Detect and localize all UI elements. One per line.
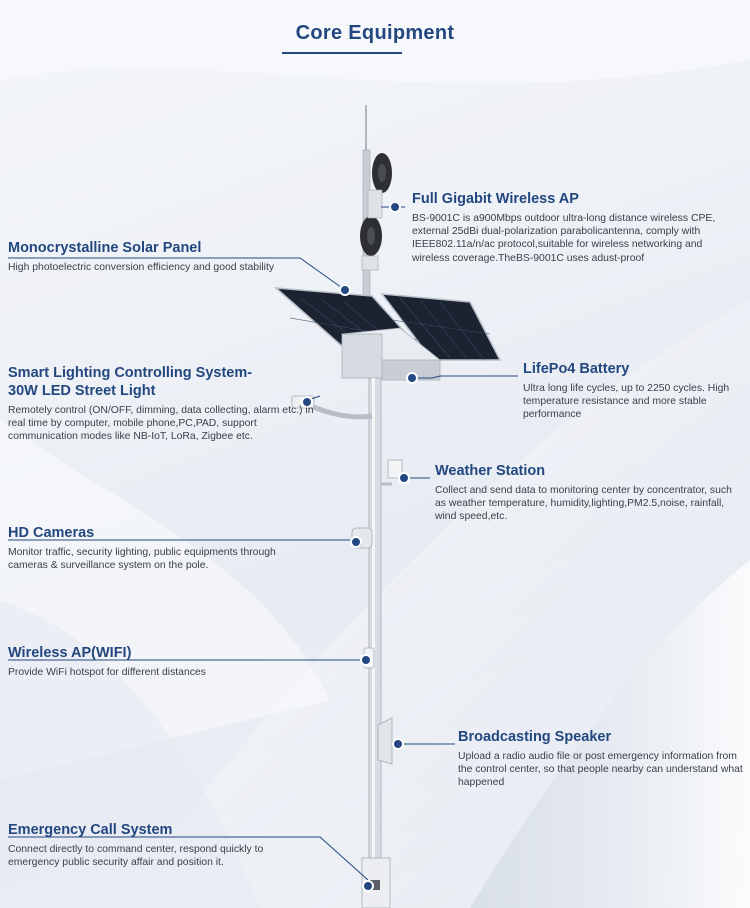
dot-call bbox=[363, 881, 373, 891]
feature-title: Wireless AP(WIFI) bbox=[8, 645, 132, 661]
feature-wireless-ap bbox=[412, 190, 742, 265]
dot-battery bbox=[407, 373, 417, 383]
page-title: Core Equipment bbox=[295, 22, 455, 44]
feature-description: Connect directly to command center, respond quickly to emergency public security affair and position it. bbox=[8, 844, 264, 869]
feature-description: Ultra long life cycles, up to 2250 cycles. High temperature resistance and more stable performance bbox=[523, 383, 730, 421]
speaker-unit bbox=[378, 718, 392, 764]
dot-ap bbox=[390, 202, 400, 212]
feature-battery bbox=[523, 360, 743, 422]
feature-description: BS-9001C is a900Mbps outdoor ultra-long distance wireless CPE, external 25dBi dual-polarization parabolicantenna, comply with IEEE802.11a/n/ac protocol,suitable for wireless networking and wireless coverage.TheBS-9001C uses adust-proof bbox=[412, 213, 716, 264]
feature-description: Collect and send data to monitoring center by concentrator, such as weather temperature, humidity,lighting,PM2.5,noise, rainfall, wind speed,etc. bbox=[435, 485, 732, 523]
feature-title-line1: Smart Lighting Controlling System- bbox=[8, 365, 253, 381]
feature-emergency-call bbox=[8, 821, 308, 869]
feature-title: LifePo4 Battery bbox=[523, 361, 630, 377]
feature-title: Monocrystalline Solar Panel bbox=[8, 240, 202, 256]
feature-wireless-ap-wifi bbox=[8, 644, 308, 679]
feature-hd-cameras bbox=[8, 524, 308, 572]
feature-description: Provide WiFi hotspot for different distances bbox=[8, 667, 206, 678]
dot-solar bbox=[340, 285, 350, 295]
feature-broadcasting-speaker bbox=[458, 728, 743, 790]
feature-title: Emergency Call System bbox=[8, 822, 173, 838]
feature-title: HD Cameras bbox=[8, 525, 95, 541]
dot-wifi bbox=[361, 655, 371, 665]
feature-description: Monitor traffic, security lighting, public equipments through cameras & surveillance system on the pole. bbox=[8, 547, 276, 572]
feature-title: Weather Station bbox=[435, 463, 546, 479]
title-underline bbox=[282, 52, 402, 54]
feature-weather-station bbox=[435, 462, 740, 524]
feature-title: Full Gigabit Wireless AP bbox=[412, 191, 579, 207]
feature-title-line2: 30W LED Street Light bbox=[8, 383, 156, 399]
dot-cameras bbox=[351, 537, 361, 547]
feature-description: High photoelectric conversion efficiency and good stability bbox=[8, 262, 275, 273]
feature-description: Remotely control (ON/OFF, dimming, data collecting, alarm etc.) in real time by computer, mobile phone,PC,PAD, support communication modes like NB-IoT, LoRa, Zigbee etc. bbox=[8, 405, 314, 443]
feature-title: Broadcasting Speaker bbox=[458, 729, 612, 745]
dot-weather bbox=[399, 473, 409, 483]
dot-speaker bbox=[393, 739, 403, 749]
feature-description: Upload a radio audio file or post emergency information from the control center, so that people nearby can understand what happened bbox=[458, 751, 743, 789]
feature-solar-panel bbox=[8, 239, 318, 274]
feature-smart-lighting bbox=[8, 364, 328, 444]
